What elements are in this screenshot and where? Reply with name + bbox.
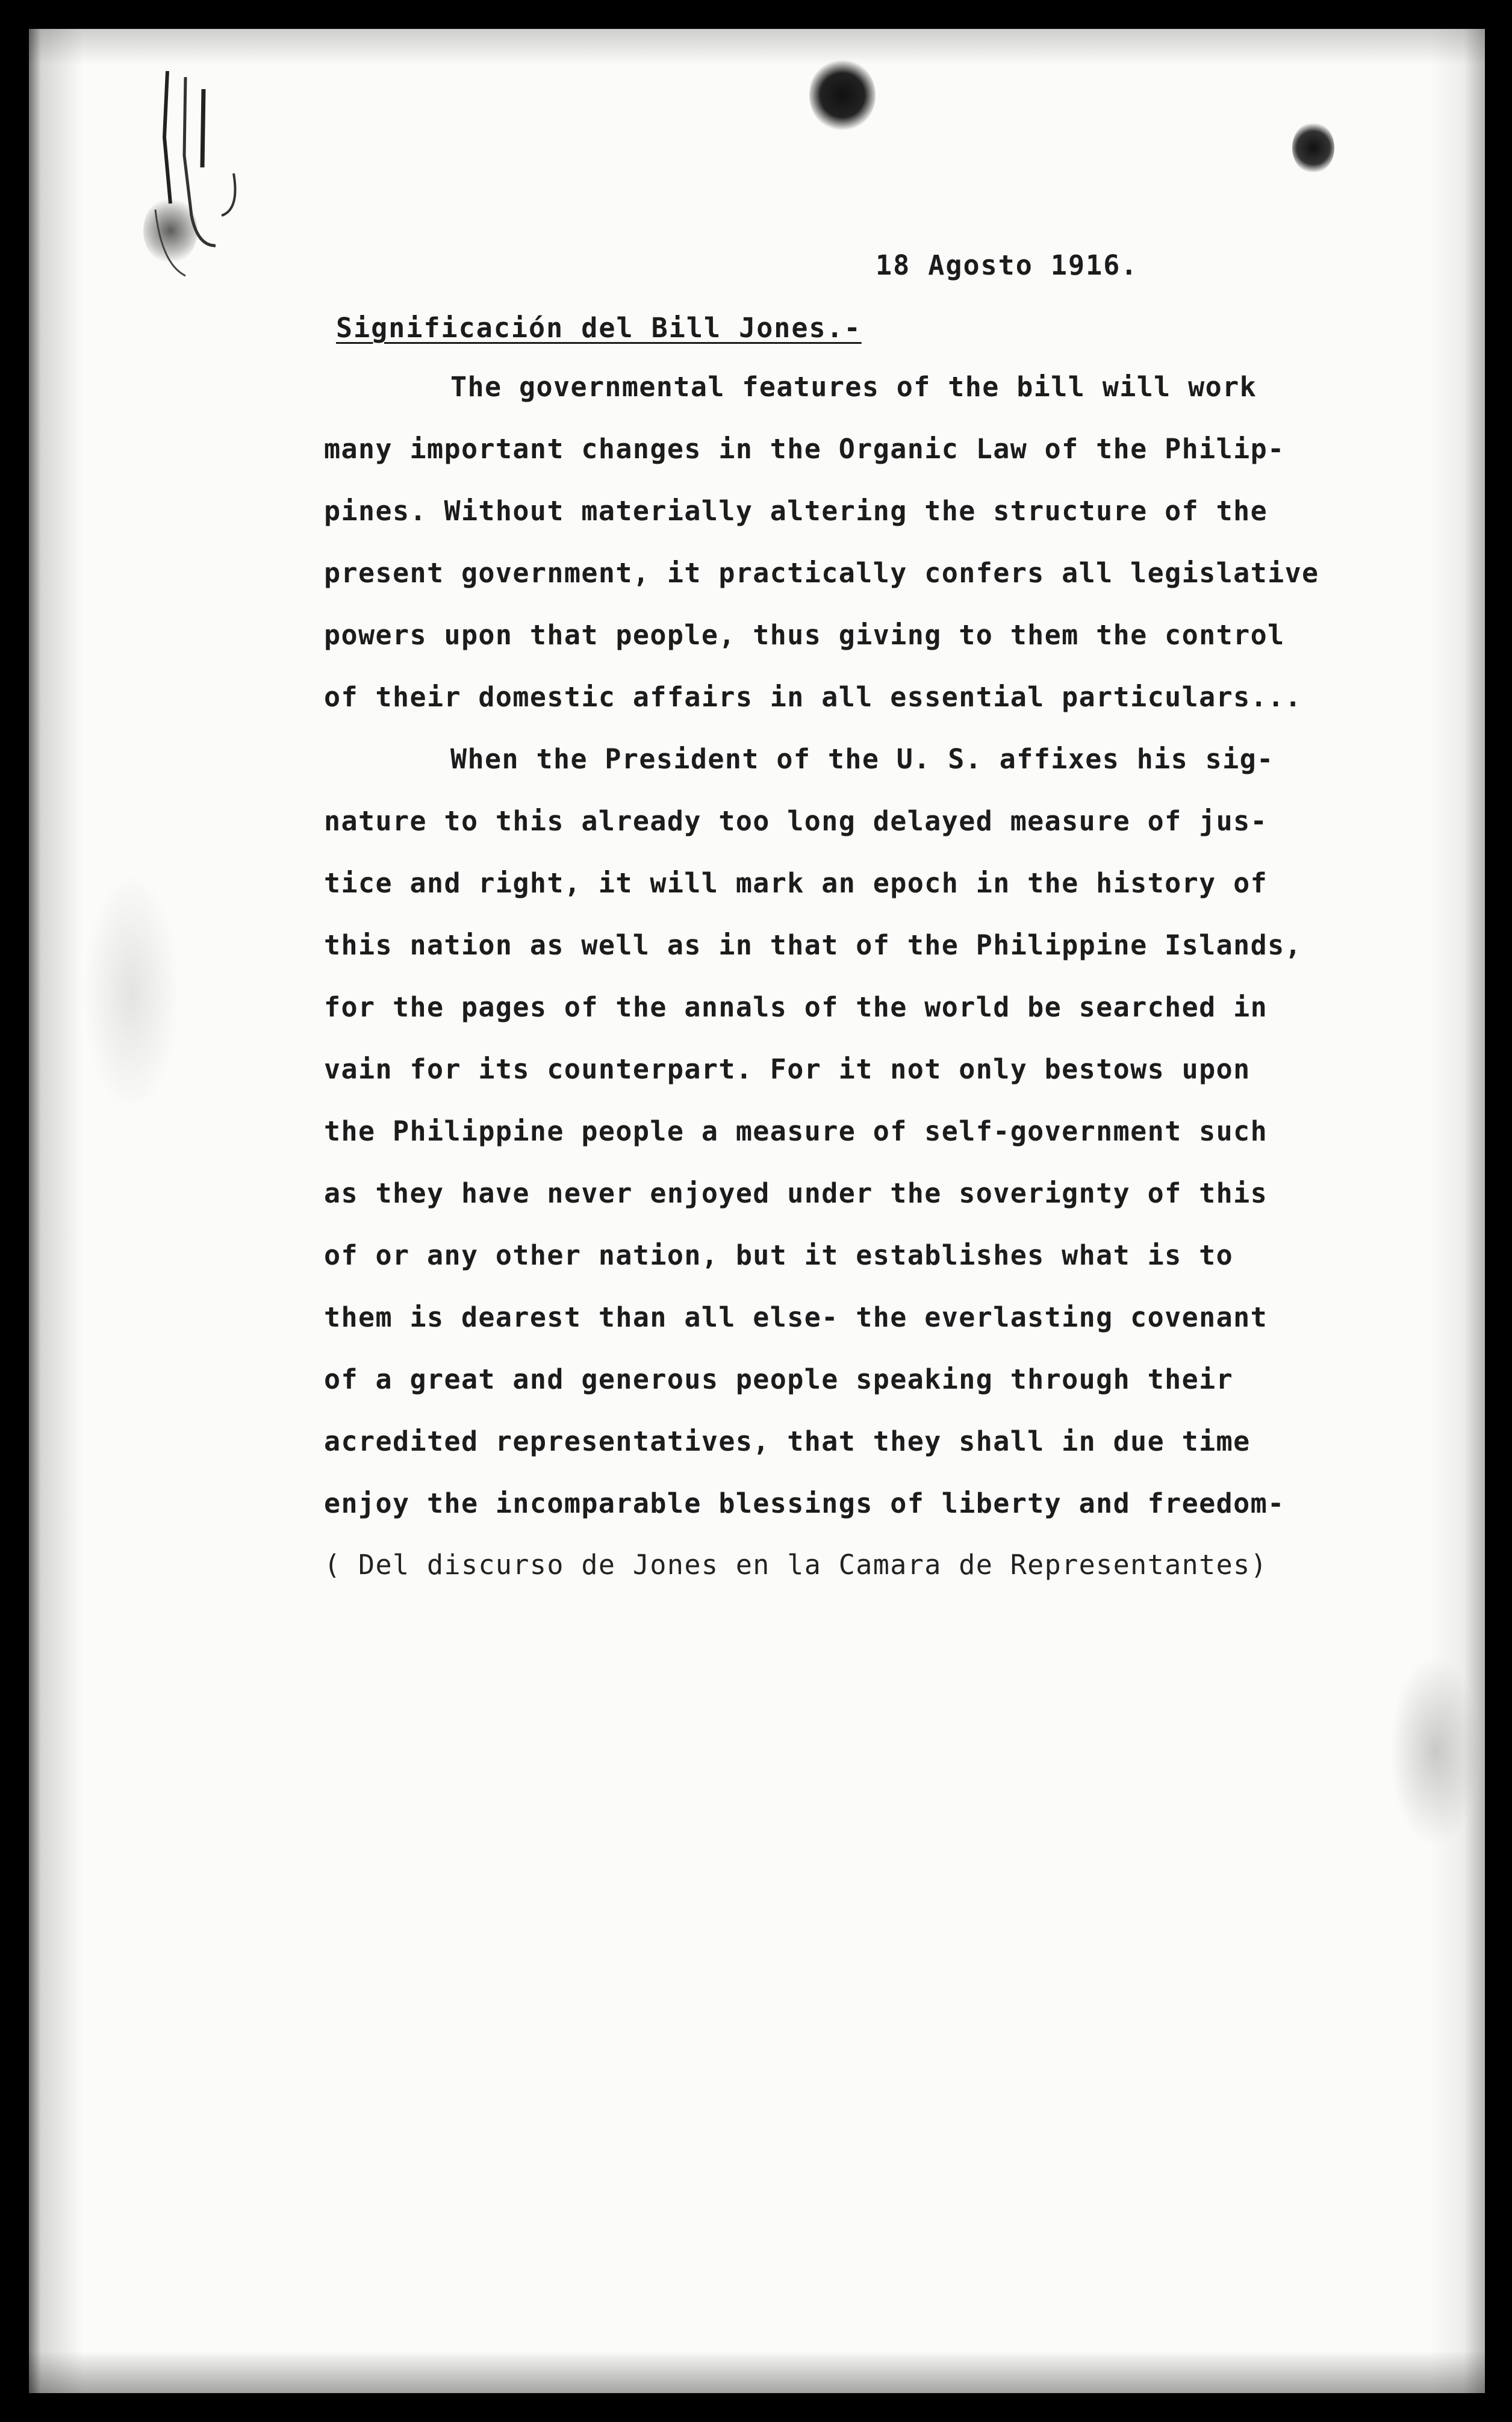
body-line: enjoy the incomparable blessings of liberty and freedom- <box>324 1487 1285 1519</box>
document-date: 18 Agosto 1916. <box>876 249 1139 281</box>
citation-line: ( Del discurso de Jones en la Camara de Representantes) <box>324 1549 1268 1581</box>
page-edge-shadow-left <box>29 29 83 2393</box>
paper-stain <box>83 872 179 1113</box>
body-line: as they have never enjoyed under the soverignty of this <box>324 1177 1268 1209</box>
body-line: powers upon that people, thus giving to them the control <box>324 619 1285 651</box>
body-line: for the pages of the annals of the world be searched in <box>324 991 1268 1023</box>
body-line: them is dearest than all else- the everlasting covenant <box>324 1301 1268 1333</box>
page-edge-shadow-top <box>29 29 1485 65</box>
ink-blot <box>809 59 876 131</box>
body-line: When the President of the U. S. affixes his sig- <box>450 743 1274 775</box>
document-page <box>29 29 1485 2393</box>
body-line: The governmental features of the bill will work <box>450 371 1257 403</box>
body-line: this nation as well as in that of the Philippine Islands, <box>324 929 1302 961</box>
body-line: present government, it practically confers all legislative <box>324 557 1319 589</box>
body-line: many important changes in the Organic Law of the Philip- <box>324 433 1285 465</box>
body-line: of or any other nation, but it establishes what is to <box>324 1239 1234 1271</box>
body-line: pines. Without materially altering the structure of the <box>324 495 1268 527</box>
body-line: of a great and generous people speaking through their <box>324 1363 1234 1395</box>
body-line: vain for its counterpart. For it not only bestows upon <box>324 1053 1251 1085</box>
ink-blot <box>1292 122 1334 173</box>
body-line: tice and right, it will mark an epoch in the history of <box>324 867 1268 899</box>
document-heading: Significación del Bill Jones.- <box>336 312 862 344</box>
body-line: the Philippine people a measure of self-government such <box>324 1115 1268 1147</box>
body-line: of their domestic affairs in all essential particulars... <box>324 681 1302 713</box>
page-edge-shadow-bottom <box>29 2351 1485 2393</box>
margin-pencil-marks <box>143 65 276 294</box>
body-line: nature to this already too long delayed measure of jus- <box>324 805 1268 837</box>
paper-stain <box>1390 1655 1480 1848</box>
body-line: acredited representatives, that they shall in due time <box>324 1425 1251 1457</box>
